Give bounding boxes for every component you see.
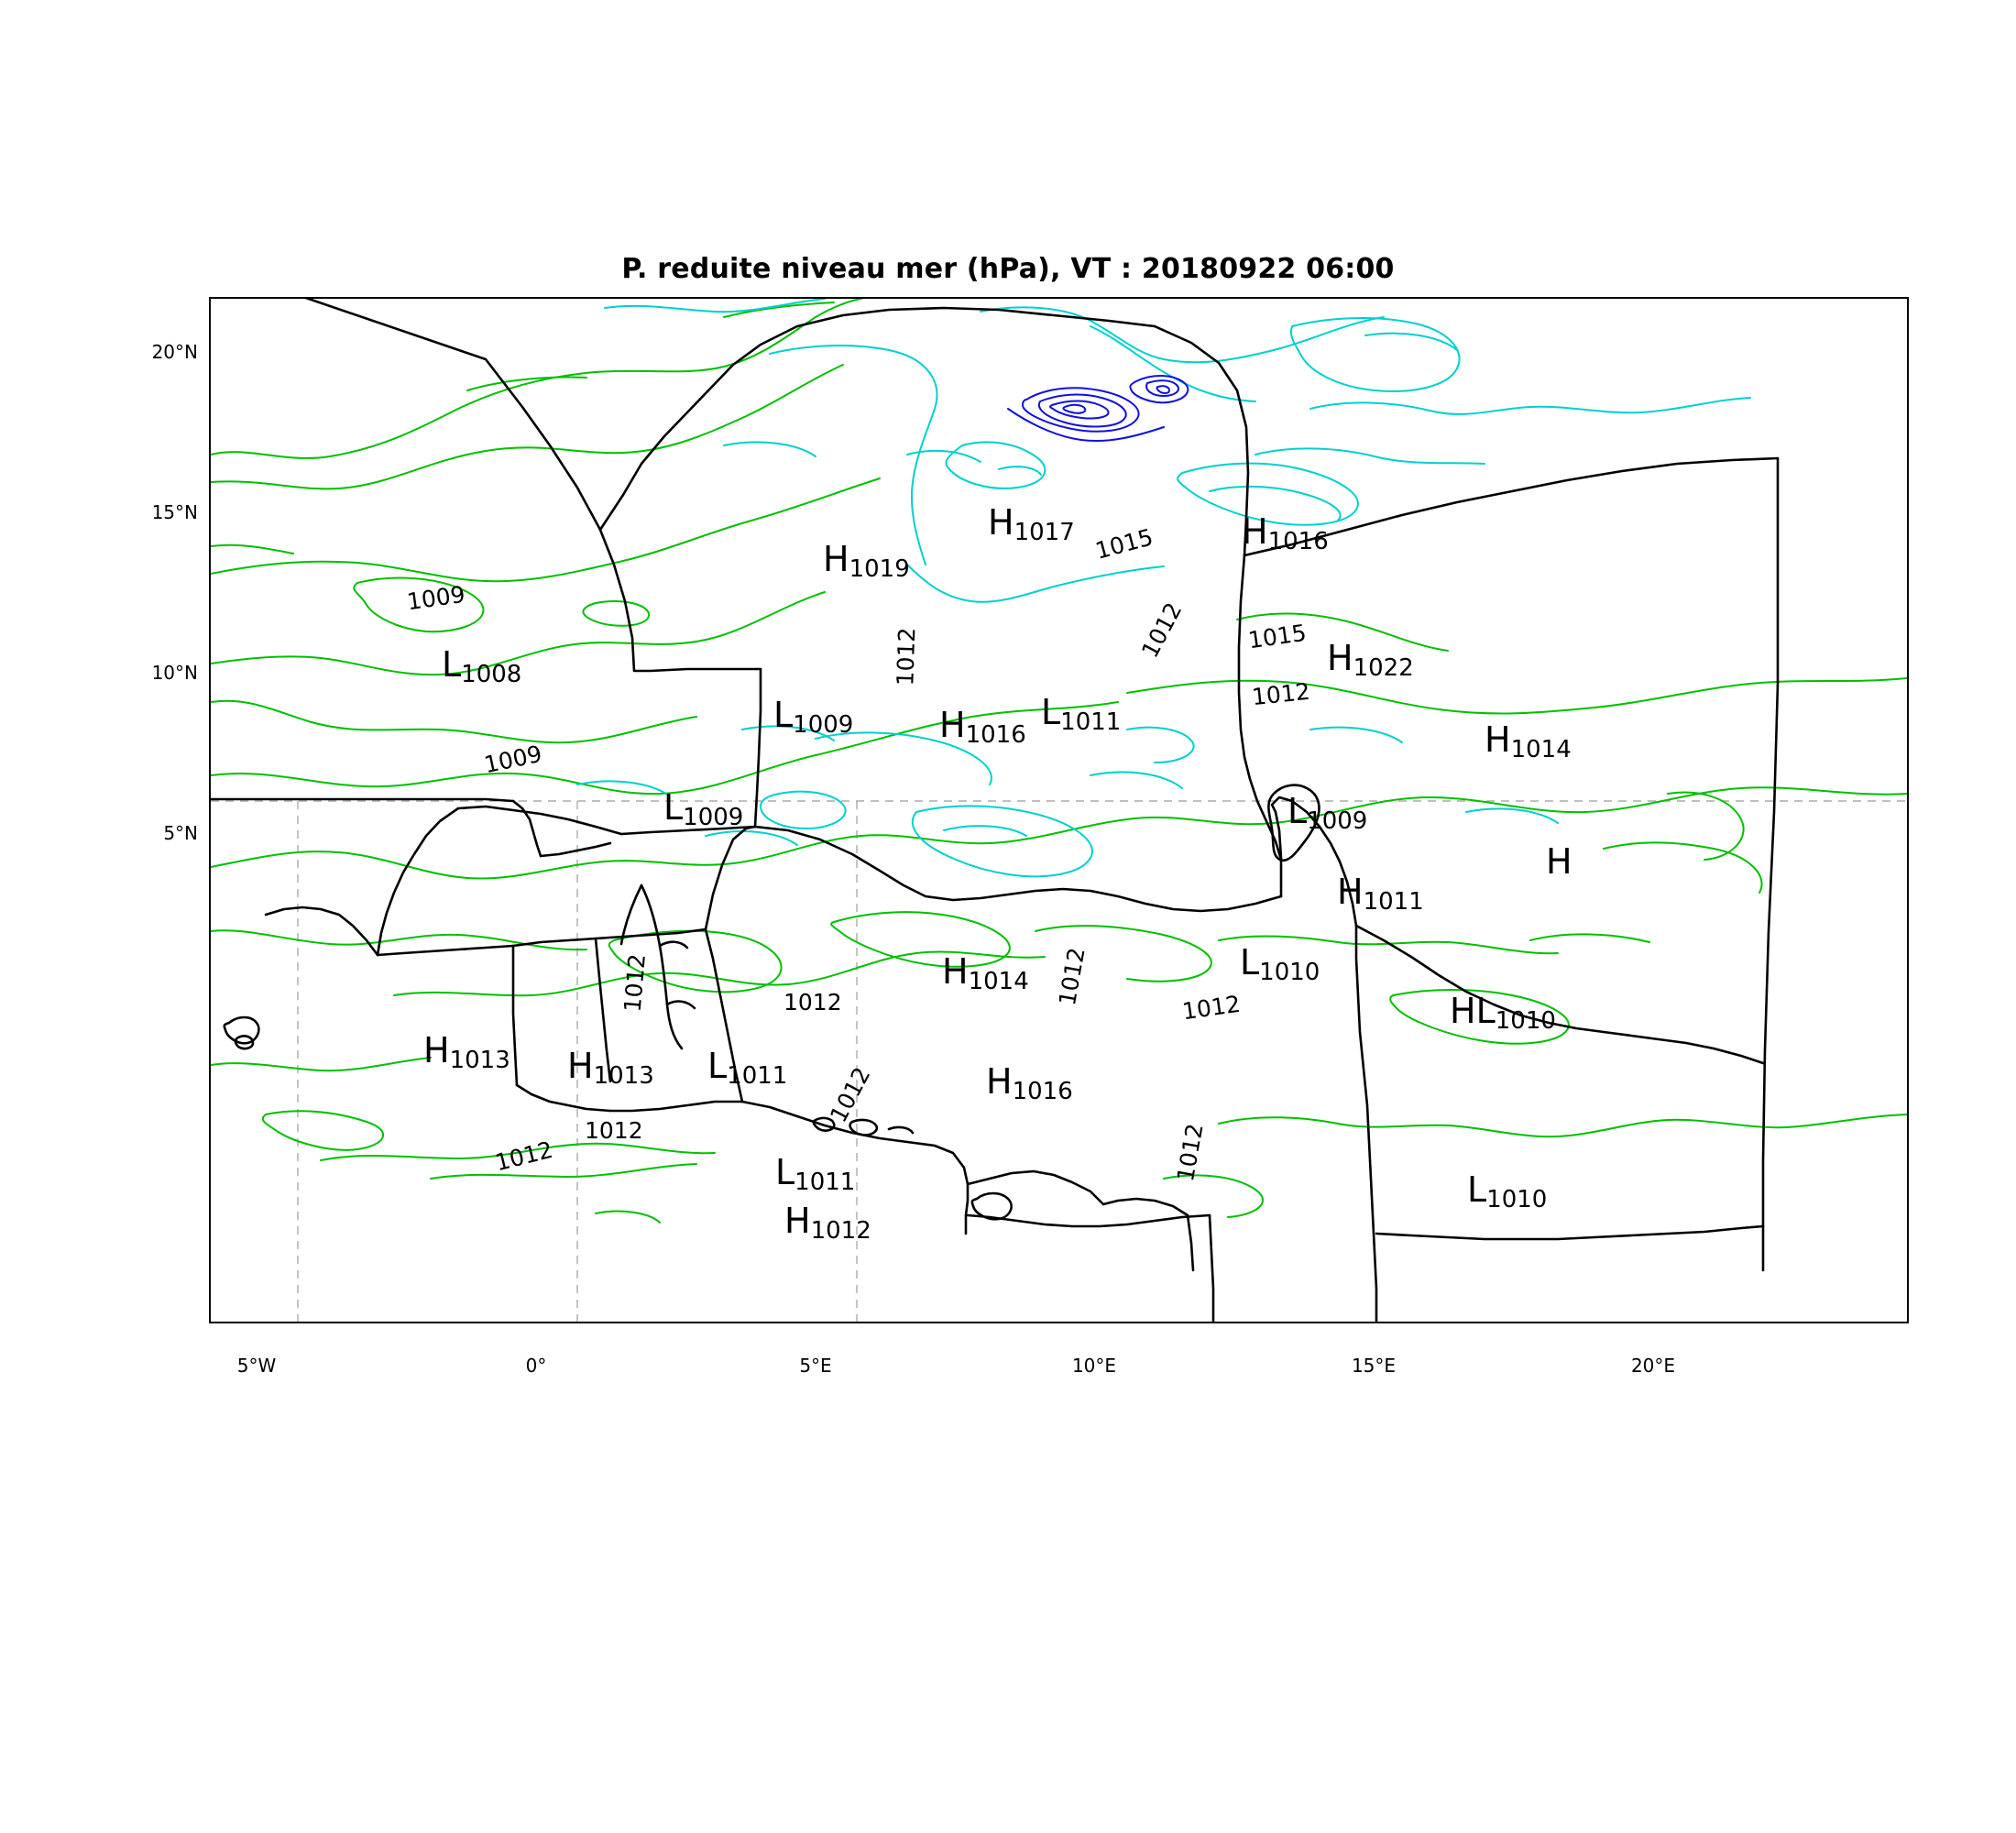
pressure-center-marker (1485, 719, 1572, 763)
pressure-center-marker (784, 1203, 871, 1243)
x-tick-label-15E: 15°E (1351, 1355, 1397, 1377)
center-value: 1011 (727, 1062, 788, 1090)
center-value: 1016 (1012, 1078, 1073, 1105)
center-value: 1014 (1510, 736, 1572, 763)
mslp-contour-map (209, 297, 1909, 1323)
contour-label: 1012 (1054, 945, 1090, 1008)
center-type: L (773, 695, 794, 735)
contour-label: 1012 (783, 989, 842, 1015)
center-value: 1011 (794, 1169, 856, 1196)
center-value: 1010 (1259, 959, 1320, 986)
pressure-center-marker (1240, 942, 1320, 986)
pressure-center-marker (442, 644, 522, 688)
y-tick-label-20N: 20°N (151, 341, 198, 363)
pressure-center-marker (942, 951, 1029, 995)
x-tick-label-10E: 10°E (1071, 1355, 1117, 1377)
pressure-center-marker (567, 1048, 654, 1088)
contour-label: 1015 (1246, 619, 1309, 654)
center-value: 1010 (1495, 1007, 1556, 1035)
center-type: H (1242, 511, 1268, 552)
pressure-center-marker (939, 705, 1026, 749)
x-tick-label-20E: 20°E (1630, 1355, 1676, 1377)
pressure-center-marker (773, 697, 853, 737)
center-type: L (1467, 1169, 1487, 1210)
pressure-center-marker (1546, 841, 1572, 884)
contours-blue (1008, 376, 1188, 441)
center-value: 1013 (449, 1047, 510, 1074)
center-type: H (823, 539, 849, 579)
center-type: H (1546, 841, 1572, 882)
x-tick-label-5W: 5°W (236, 1355, 277, 1377)
center-value: 1009 (1307, 807, 1368, 835)
contour-label: 1009 (481, 740, 544, 779)
contour-label: 1012 (892, 627, 921, 686)
center-value: 1009 (793, 711, 854, 739)
pressure-center-marker (1450, 993, 1556, 1033)
contour-label: 1012 (585, 1117, 643, 1144)
y-tick-label-10N: 10°N (151, 662, 198, 684)
pressure-center-marker (986, 1061, 1073, 1105)
center-type: H (988, 502, 1014, 543)
center-value: 1013 (593, 1062, 654, 1090)
contour-label: 1012 (1136, 598, 1188, 663)
pressure-center-marker (1467, 1169, 1548, 1213)
contour-label: 1012 (1250, 677, 1311, 711)
center-value: 1008 (461, 661, 522, 688)
pressure-center-marker (775, 1152, 856, 1196)
pressure-center-marker (1327, 638, 1414, 682)
center-type: L (775, 1152, 795, 1192)
center-type: H (942, 951, 969, 992)
center-type: L (442, 644, 462, 685)
y-tick-label-5N: 5°N (163, 822, 198, 844)
pressure-center-marker (823, 539, 910, 583)
pressure-center-marker (663, 787, 744, 831)
x-tick-label-5E: 5°E (799, 1355, 832, 1377)
center-type: H (1327, 638, 1353, 678)
pressure-center-marker (423, 1030, 510, 1074)
contour-label: 1012 (619, 952, 652, 1014)
contour-label: 1012 (492, 1136, 556, 1177)
center-value: 1014 (968, 968, 1029, 995)
center-value: 1011 (1060, 708, 1122, 736)
center-value: 1011 (1363, 888, 1424, 916)
center-type: H (784, 1201, 811, 1241)
center-value: 1017 (1013, 519, 1075, 546)
center-value: 1016 (965, 721, 1026, 749)
center-type: L (1287, 791, 1308, 831)
center-type: H (986, 1061, 1013, 1102)
center-type: L (1240, 942, 1260, 982)
pressure-center-marker (988, 502, 1075, 546)
contour-label: 1009 (405, 580, 467, 616)
map-vector-layers (211, 299, 1907, 1322)
y-tick-label-15N: 15°N (151, 501, 198, 523)
center-value: 1019 (849, 555, 910, 583)
chart-title: P. reduite niveau mer (hPa), VT : 20180922 06:00 (621, 253, 1395, 285)
center-value: 1010 (1486, 1186, 1548, 1213)
contour-label: 1012 (1180, 990, 1243, 1026)
center-value: 1009 (683, 804, 744, 831)
center-value: 1016 (1267, 528, 1329, 555)
contour-label: 1015 (1092, 523, 1156, 565)
contour-label: 1012 (825, 1062, 876, 1127)
pressure-center-marker (1287, 791, 1368, 835)
pressure-center-marker (707, 1048, 787, 1088)
center-type: HL (1450, 991, 1496, 1031)
center-type: H (939, 705, 966, 745)
pressure-center-marker (1242, 511, 1329, 555)
center-type: H (1337, 872, 1364, 912)
center-value: 1012 (810, 1217, 871, 1245)
pressure-center-marker (1337, 874, 1424, 914)
center-type: H (423, 1030, 450, 1070)
pressure-center-marker (1041, 692, 1122, 736)
center-type: L (707, 1046, 728, 1086)
center-type: L (1041, 692, 1061, 732)
x-tick-label-0: 0° (525, 1355, 547, 1377)
center-type: L (663, 787, 684, 828)
contour-label: 1012 (1172, 1121, 1209, 1184)
center-type: H (567, 1046, 594, 1086)
center-value: 1022 (1353, 654, 1414, 682)
center-type: H (1485, 719, 1511, 760)
